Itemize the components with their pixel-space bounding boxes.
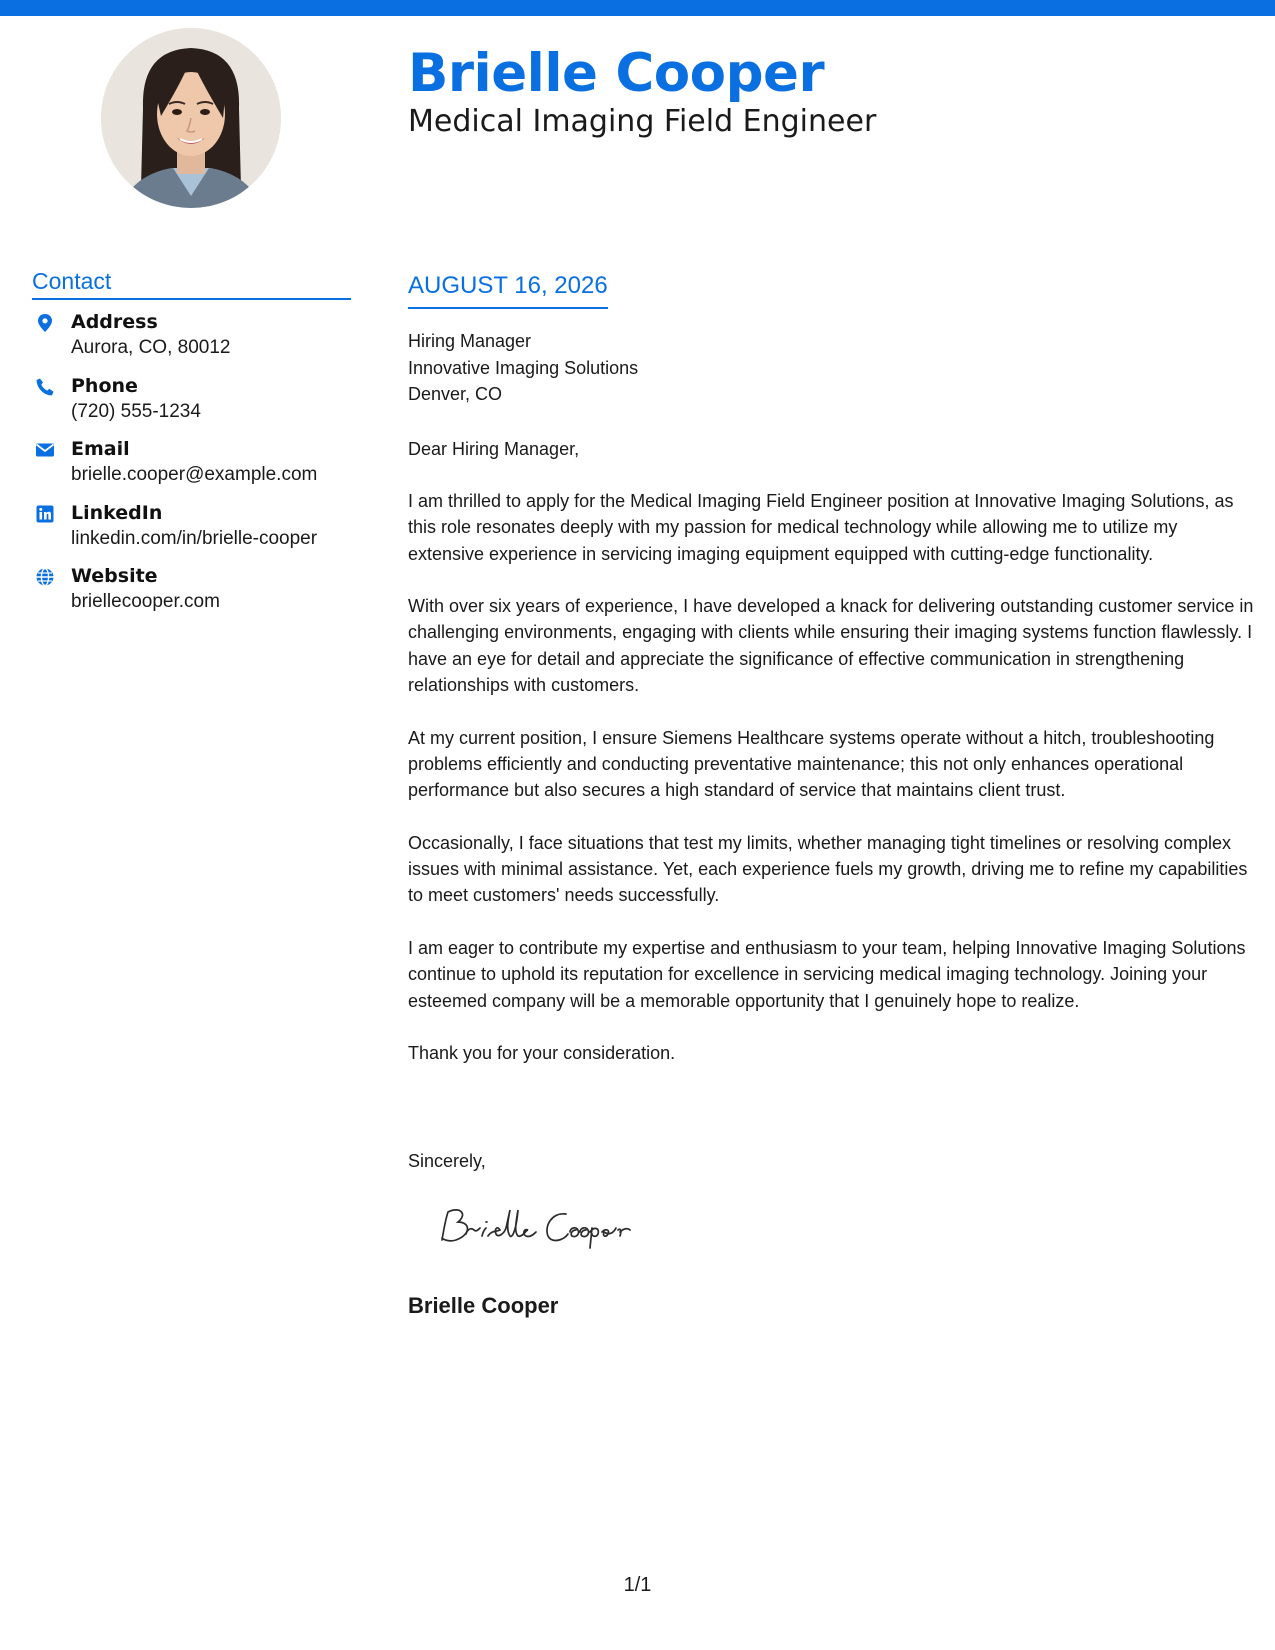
map-pin-icon <box>35 313 55 333</box>
letter-closing: Sincerely, <box>408 1151 486 1171</box>
applicant-name: Brielle Cooper <box>408 43 825 104</box>
envelope-icon <box>35 440 55 460</box>
recipient-line: Denver, CO <box>408 384 503 404</box>
contact-label: Website <box>71 565 158 587</box>
letter-paragraph: Occasionally, I face situations that test my limits, whether managing tight timelines or resolving complex issues with minimal assistance. Yet, each experience fuels my growth, driving me to refine my capabilities to meet customers' needs successfully. <box>408 832 1248 906</box>
signer-name: Brielle Cooper <box>408 1293 559 1318</box>
letter-paragraph: With over six years of experience, I have developed a knack for delivering outstanding customer service in challenging environments, engaging with clients while ensuring their imaging systems function flawlessly. I have an eye for detail and appreciate the significance of effective communication in strengthening relationships with customers. <box>408 596 1254 696</box>
globe-icon <box>35 567 55 587</box>
contact-label: Email <box>71 438 130 460</box>
contact-item-address <box>32 310 362 374</box>
contact-heading: Contact <box>32 266 351 300</box>
phone-icon <box>35 377 55 397</box>
letter-paragraph: I am eager to contribute my expertise and enthusiasm to your team, helping Innovative Imaging Solutions continue to uphold its reputation for excellence in servicing medical imaging technology. Joining your esteemed company will be a memorable opportunity that I genuinely hope to realize. <box>408 938 1246 1011</box>
page-number: 1/1 <box>623 1574 652 1596</box>
letter-body <box>408 488 1258 1093</box>
profile-photo <box>101 28 281 208</box>
handwritten-signature <box>430 1200 650 1256</box>
recipient-line: Innovative Imaging Solutions <box>408 357 639 378</box>
applicant-job-title: Medical Imaging Field Engineer <box>408 104 877 139</box>
contact-item-email <box>32 437 362 501</box>
contact-label: LinkedIn <box>71 501 163 524</box>
contact-value-phone: (720) 555-1234 <box>71 400 201 422</box>
contact-label: Phone <box>71 374 138 397</box>
letter-paragraph: I am thrilled to apply for the Medical Imaging Field Engineer position at Innovative Imaging Solutions, as this role resonates deeply with my passion for medical technology while allowing me to utilize my extensive experience in servicing imaging equipment equipped with cutting-edge functionality. <box>408 491 1234 564</box>
contact-item-linkedin <box>32 501 362 565</box>
letter-greeting: Dear Hiring Manager, <box>408 439 580 459</box>
top-accent-bar <box>0 0 1275 16</box>
linkedin-icon <box>35 504 55 524</box>
contact-item-website <box>32 564 362 628</box>
letter-paragraph: Thank you for your consideration. <box>408 1043 676 1064</box>
letter-date: AUGUST 16, 2026 <box>408 270 608 309</box>
contact-value-linkedin[interactable]: linkedin.com/in/brielle-cooper <box>71 527 318 549</box>
contact-list <box>32 310 362 628</box>
letter-paragraph: At my current position, I ensure Siemens Healthcare systems operate without a hitch, troubleshooting problems efficiently and conducting preventative maintenance; this not only enhances operational performance but also secures a high standard of service that maintains client trust. <box>408 727 1215 801</box>
contact-value-address: Aurora, CO, 80012 <box>71 337 231 358</box>
contact-value-website[interactable]: briellecooper.com <box>71 591 220 612</box>
contact-label: Address <box>71 311 158 333</box>
contact-value-email[interactable]: brielle.cooper@example.com <box>71 464 318 485</box>
recipient-line: Hiring Manager <box>408 331 532 351</box>
contact-item-phone <box>32 374 362 438</box>
recipient-block <box>408 328 638 408</box>
